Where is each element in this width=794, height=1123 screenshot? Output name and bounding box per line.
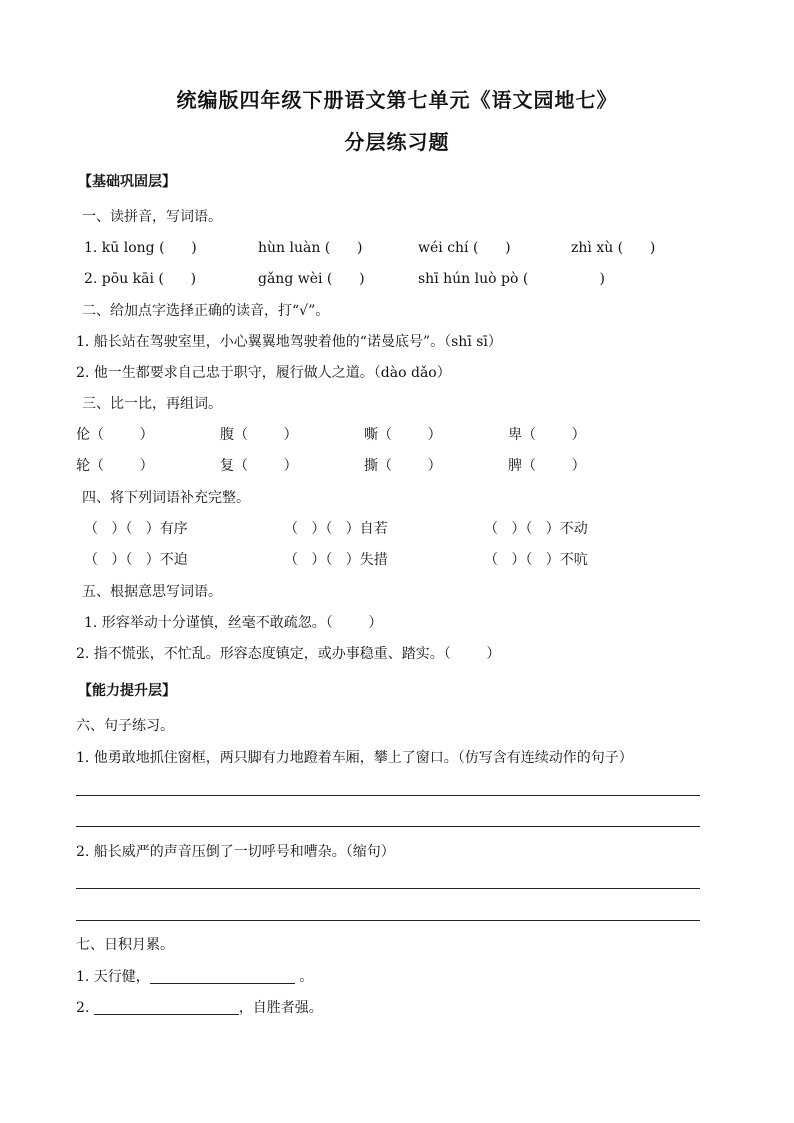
q4-row1-item3: （ ）（ ）不动 (484, 521, 588, 537)
fill-blank[interactable] (94, 1000, 239, 1015)
q4-row2-item2: （ ）（ ）失措 (284, 552, 388, 568)
q3-heading: 三、比一比，再组词。 (82, 396, 222, 412)
worksheet-subtitle: 分层练习题 (344, 130, 450, 154)
q3-row2-item1: 轮（ ） (76, 458, 154, 474)
answer-line[interactable] (76, 888, 700, 889)
q5-heading: 五、根据意思写词语。 (82, 584, 222, 600)
q1-row1-item1: 1. kū long ( ) (84, 240, 197, 256)
q4-row1-item2: （ ）（ ）自若 (284, 521, 388, 537)
section-advanced: 【能力提升层】 (78, 683, 176, 699)
q4-heading: 四、将下列词语补充完整。 (82, 490, 250, 506)
q1-heading: 一、读拼音，写词语。 (82, 209, 222, 225)
q7-item2-prefix: 2. (76, 1000, 94, 1016)
q1-row2-item3: shī hún luò pò ( ) (418, 271, 605, 287)
q7-item2 (76, 999, 323, 1017)
q4-row2-item1: （ ）（ ）不迫 (84, 552, 188, 568)
answer-line[interactable] (76, 826, 700, 827)
q7-heading: 七、日积月累。 (76, 937, 174, 953)
q3-row1-item2: 腹（ ） (220, 427, 298, 443)
q2-heading: 二、给加点字选择正确的读音，打“√”。 (82, 303, 330, 319)
q1-row2-item1: 2. pōu kāi ( ) (84, 271, 197, 287)
q1-row1-item2: hùn luàn ( ) (258, 240, 363, 256)
q7-item1-suffix: 。 (294, 969, 314, 985)
q3-row1-item3: 嘶（ ） (364, 427, 442, 443)
q3-row1-item4: 卑（ ） (508, 427, 586, 443)
q3-row1-item1: 伦（ ） (76, 427, 154, 443)
q5-item1: 1. 形容举动十分谨慎，丝毫不敢疏忽。（ ） (84, 615, 383, 631)
q2-item2: 2. 他一生都要求自己忠于职守，履行做人之道。（dào dǎo） (76, 365, 451, 381)
q6-heading: 六、句子练习。 (76, 718, 174, 734)
q2-item1: 1. 船长站在驾驶室里，小心翼翼地驾驶着他的“诺曼底号”。（shī sī） (76, 334, 502, 350)
section-basic: 【基础巩固层】 (78, 174, 176, 190)
q7-item2-suffix: ，自胜者强。 (238, 1000, 323, 1016)
fill-blank[interactable] (150, 969, 295, 984)
q3-row2-item4: 脾（ ） (508, 458, 586, 474)
q1-row2-item2: gǎng wèi ( ) (258, 271, 365, 287)
q4-row2-item3: （ ）（ ）不吭 (484, 552, 588, 568)
answer-line[interactable] (76, 795, 700, 796)
q3-row2-item3: 撕（ ） (364, 458, 442, 474)
answer-line[interactable] (76, 920, 700, 921)
q6-item2: 2. 船长威严的声音压倒了一切呼号和嘈杂。（缩句） (76, 844, 395, 860)
q7-item1-prefix: 1. 天行健， (76, 969, 150, 985)
q4-row1-item1: （ ）（ ）有序 (84, 521, 188, 537)
q6-item1: 1. 他勇敢地抓住窗框，两只脚有力地蹬着车厢，攀上了窗口。（仿写含有连续动作的句子） (76, 750, 633, 766)
q1-row1-item4: zhì xù ( ) (571, 240, 656, 256)
worksheet-title: 统编版四年级下册语文第七单元《语文园地七》 (176, 88, 618, 112)
q5-item2: 2. 指不慌张，不忙乱。形容态度镇定，或办事稳重、踏实。（ ） (76, 646, 501, 662)
q3-row2-item2: 复（ ） (220, 458, 298, 474)
q7-item1 (76, 968, 313, 986)
q1-row1-item3: wéi chí ( ) (418, 240, 511, 256)
